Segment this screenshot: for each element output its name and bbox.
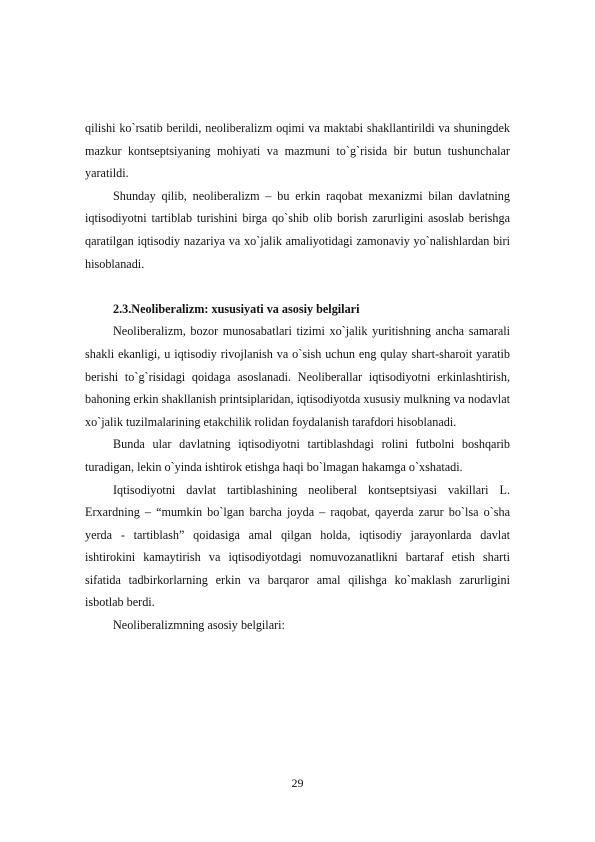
blank-line	[85, 275, 510, 298]
paragraph-market-relations: Neoliberalizm, bozor munosabatlari tizimi xo`jalik yuritishning ancha samarali shakli ekanligi, u iqtisodiy rivojlanish va o`sish uchun eng qulay shart-sharoit yaratib berishi to`g`risidagi qoidaga asoslanadi. Neoliberallar iqtisodiyotni erkinlashtirish, bahoning erkin shakllanish printsiplaridan, iqtisodiyotda xususiy mulkning va nodavlat xo`jalik tuzilmalarining etakchilik rolidan foydalanish tarafdori hisoblanadi.	[85, 324, 510, 429]
paragraph-referee-analogy: Bunda ular davlatning iqtisodiyotni tartiblashdagi rolini futbolni boshqarib turadigan, lekin o`yinda ishtirok etishga haqi bo`lmagan hakamga o`xshatadi.	[85, 437, 510, 474]
paragraph-erhard-concept: Iqtisodiyotni davlat tartiblashining neoliberal kontseptsiyasi vakillari L. Erxardning – “mumkin bo`lgan barcha joyda – raqobat, qayerda zarur bo`lsa o`sha yerda - tartiblash” qoidasiga amal qilgan holda, iqtisodiy jarayonlarda davlat ishtirokini kamaytirish va iqtisodiyotdagi nomuvozanatlikni bartaraf etish sharti sifatida tadbirkorlarning erkin va barqaror amal qilishga ko`maklash zarurligini isbotlab berdi.	[85, 482, 510, 610]
page-body	[85, 117, 510, 637]
paragraph-main-features-intro: Neoliberalizmning asosiy belgilari:	[113, 618, 285, 633]
paragraph-neoliberalism-definition: Shunday qilib, neoliberalizm – bu erkin raqobat mexanizmi bilan davlatning iqtisodiyotni tartiblab turishini birga qo`shib olib borish zarurligini asoslab berishga qaratilgan iqtisodiy nazariya va xo`jalik amaliyotidagi zamonaviy yo`nalishlardan biri hisoblanadi.	[85, 188, 510, 271]
paragraph-continuation: qilishi ko`rsatib berildi, neoliberalizm oqimi va maktabi shakllantirildi va shuningdek mazkur kontseptsiyaning mohiyati va mazmuni to`g`risida bir butun tushunchalar yaratildi.	[85, 121, 510, 181]
page-number: 29	[291, 776, 304, 790]
section-heading: 2.3.Neoliberalizm: xususiyati va asosiy belgilari	[113, 301, 360, 316]
